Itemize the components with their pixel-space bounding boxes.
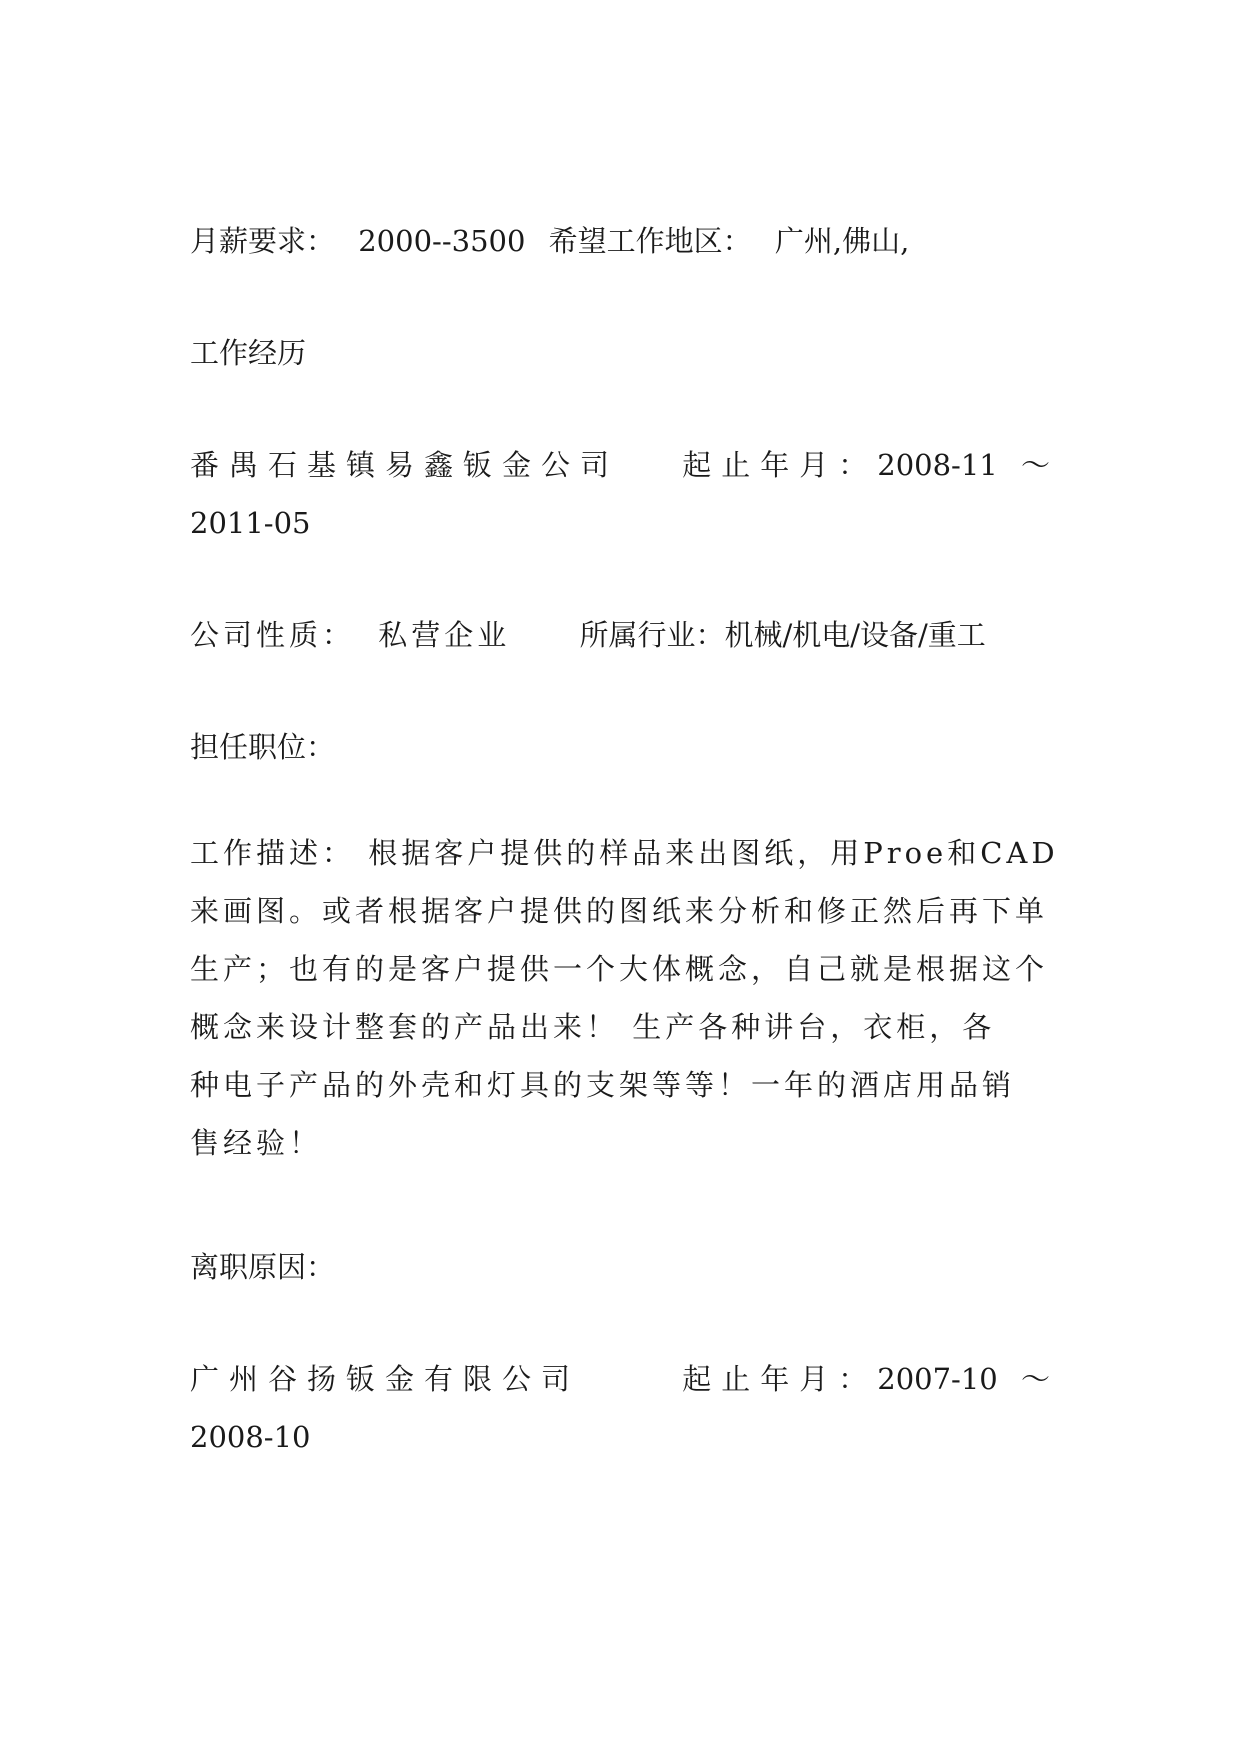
salary-value: 2000--3500	[358, 224, 526, 258]
description-line: 来画图。或者根据客户提供的图纸来分析和修正然后再下单	[190, 894, 1049, 928]
description-line: 售经验！	[190, 1126, 323, 1160]
job1-nature-value: 私营企业	[378, 618, 511, 652]
job1-period-label: 起止年月：	[682, 448, 878, 482]
job2-period-label: 起止年月：	[682, 1362, 878, 1396]
job2-header	[190, 1360, 1050, 1398]
description-line: 种电子产品的外壳和灯具的支架等等！一年的酒店用品销	[190, 1068, 1016, 1102]
job1-period-end: 2011-05	[190, 506, 311, 540]
job1-period	[682, 446, 1050, 484]
section-title: 工作经历	[190, 336, 307, 370]
salary-line	[190, 222, 1050, 260]
description-line: 生产；也有的是客户提供一个大体概念，自己就是根据这个	[190, 952, 1049, 986]
salary-label: 月薪要求：	[190, 224, 336, 258]
job1-position-label: 担任职位：	[190, 730, 336, 764]
job1-period-start: 2008-11	[877, 448, 998, 482]
job2-period	[682, 1360, 1050, 1398]
job1-industry-label: 所属行业：	[579, 618, 725, 652]
job1-company: 番禺石基镇易鑫钣金公司	[190, 448, 620, 482]
description-line: 工作描述： 根据客户提供的样品来出图纸，用Proe和CAD	[190, 836, 1059, 870]
job1-description	[190, 824, 1059, 1172]
job2-period-start: 2007-10	[877, 1362, 998, 1396]
job1-period-sep: ～	[1020, 448, 1050, 482]
job2-company: 广州谷扬钣金有限公司	[190, 1362, 581, 1396]
job1-industry-value: 机械/机电/设备/重工	[724, 618, 986, 652]
job2-period-end: 2008-10	[190, 1420, 311, 1454]
job1-leave-reason-label: 离职原因：	[190, 1250, 336, 1284]
description-line: 概念来设计整套的产品出来！ 生产各种讲台，衣柜，各	[190, 1010, 996, 1044]
job1-nature-label: 公司性质：	[190, 618, 356, 652]
job2-period-sep: ～	[1020, 1362, 1050, 1396]
region-value: 广州,佛山,	[774, 224, 910, 258]
region-label: 希望工作地区：	[548, 224, 752, 258]
job1-nature-line	[190, 616, 1050, 654]
job1-header	[190, 446, 1050, 484]
